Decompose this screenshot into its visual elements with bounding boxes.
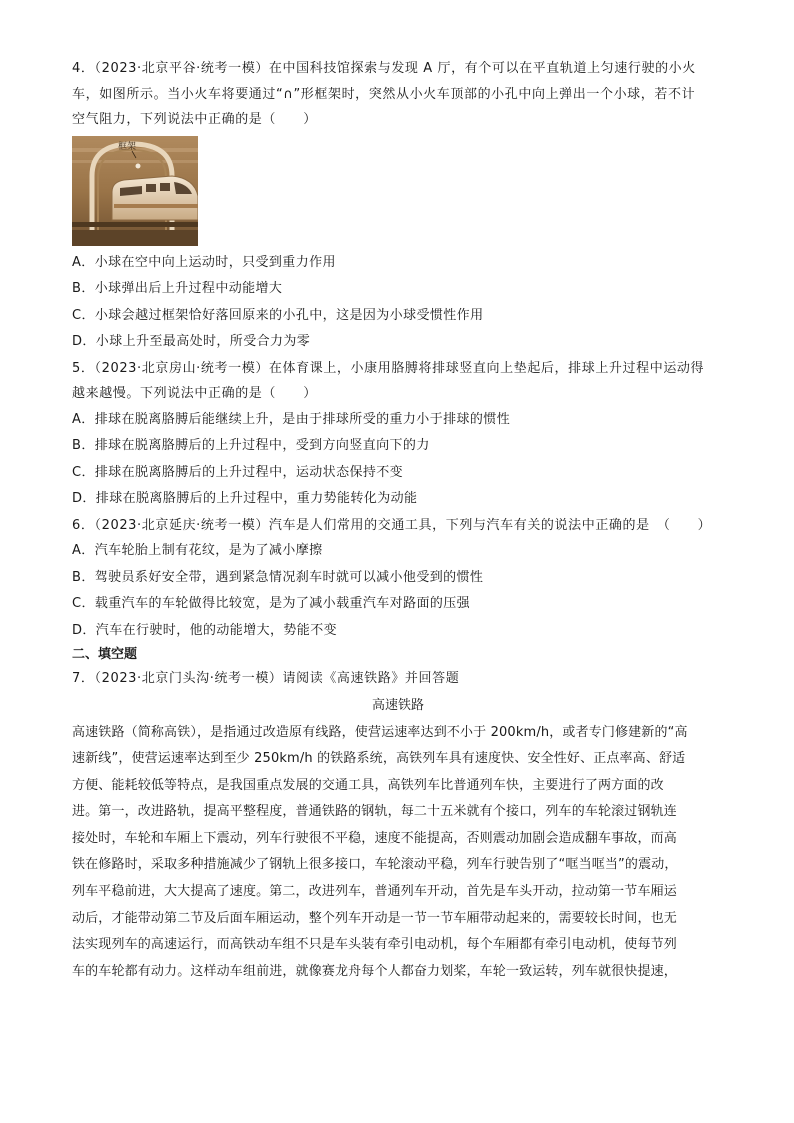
article-line-10: 车的车轮都有动力。这样动车组前进，就像赛龙舟每个人都奋力划桨，车轮一致运转，列车就很快提速， [72, 963, 677, 979]
question-4-option-b: B．小球弹出后上升过程中动能增大 [72, 281, 283, 296]
question-4-stem-line-1: 4．（2023·北京平谷·统考一模）在中国科技馆探索与发现 A 厅，有个可以在平直轨道上匀速行驶的小火 [72, 61, 696, 76]
article-line-5: 接处时，车轮和车厢上下震动，列车行驶很不平稳，速度不能提高，否则震动加剧会造成翻车事故，而高 [72, 830, 677, 846]
article-line-7: 列车平稳前进，大大提高了速度。第二，改进列车，普通列车开动，首先是车头开动，拉动第一节车厢运 [72, 884, 677, 900]
question-4-stem-line-3: 空气阻力，下列说法中正确的是（ ） [72, 112, 317, 127]
article-line-2: 速新线”，使营运速率达到至少 250km/h 的铁路系统，高铁列车具有速度快、安全性好、正点率高、舒适 [72, 751, 686, 767]
question-5 [72, 356, 724, 513]
question-6-stem-line-1: 6．（2023·北京延庆·统考一模）汽车是人们常用的交通工具，下列与汽车有关的说法中正确的是 （ ） [72, 517, 712, 533]
question-4-option-a: A．小球在空中向上运动时，只受到重力作用 [72, 254, 336, 270]
question-4-option-d: D．小球上升至最高处时，所受合力为零 [72, 334, 311, 349]
question-7 [72, 666, 724, 985]
question-5-option-c: C．排球在脱离胳膊后的上升过程中，运动状态保持不变 [72, 464, 404, 480]
article-line-6: 铁在修路时，采取多种措施减少了钢轨上很多接口，车轮滚动平稳，列车行驶告别了“哐当哐当”的震动， [72, 857, 678, 873]
article-body [72, 720, 724, 986]
train-frame-photo [72, 136, 198, 246]
question-5-option-d: D．排球在脱离胳膊后的上升过程中，重力势能转化为动能 [72, 491, 418, 506]
question-6-option-b: B．驾驶员系好安全带，遇到紧急情况刹车时就可以减小他受到的惯性 [72, 569, 484, 585]
question-5-stem-line-1: 5．（2023·北京房山·统考一模）在体育课上，小康用胳膊将排球竖直向上垫起后，排球上升过程中运动得 [72, 360, 705, 376]
section-heading-fill-in: 二、填空题 [72, 647, 138, 662]
question-7-stem-line-1: 7．（2023·北京门头沟·统考一模）请阅读《高速铁路》并回答题 [72, 671, 460, 686]
question-5-stem-line-2: 越来越慢。下列说法中正确的是（ ） [72, 386, 317, 401]
article-title: 高速铁路 [371, 697, 424, 713]
question-6 [72, 513, 724, 645]
question-4-stem-line-2: 车，如图所示。当小火车将要通过“∩”形框架时，突然从小火车顶部的小孔中向上弹出一个小球，若不计 [72, 86, 696, 102]
question-6-option-c: C．载重汽车的车轮做得比较宽，是为了减小载重汽车对路面的压强 [72, 596, 471, 611]
figure-label-frame: 框架 [118, 141, 137, 152]
question-5-option-b: B．排球在脱离胳膊后的上升过程中，受到方向竖直向下的力 [72, 438, 430, 453]
article-line-1: 高速铁路（简称高铁），是指通过改造原有线路，使营运速率达到不小于 200km/h，或者专门修建新的“高 [72, 724, 688, 740]
article-line-9: 法实现列车的高速运行，而高铁动车组不只是车头装有牵引电动机，每个车厢都有牵引电动机，使每节列 [72, 937, 677, 953]
exam-page [72, 56, 724, 985]
question-6-option-a: A．汽车轮胎上制有花纹，是为了减小摩擦 [72, 543, 323, 558]
article-line-8: 动后，才能带动第二节及后面车厢运动，整个列车开动是一节一节车厢带动起来的，需要较长时间，也无 [72, 910, 677, 926]
question-6-option-d: D．汽车在行驶时，他的动能增大，势能不变 [72, 622, 338, 638]
question-4 [72, 56, 724, 356]
article-line-4: 进。第一，改进路轨，提高平整程度，普通铁路的钢轨，每二十五米就有个接口，列车的车轮滚过钢轨连 [72, 804, 677, 820]
question-4-option-c: C．小球会越过框架恰好落回原来的小孔中，这是因为小球受惯性作用 [72, 307, 484, 323]
question-5-option-a: A．排球在脱离胳膊后能继续上升，是由于排球所受的重力小于排球的惯性 [72, 411, 511, 427]
article-line-3: 方便、能耗较低等特点，是我国重点发展的交通工具，高铁列车比普通列车快，主要进行了两方面的改 [72, 777, 664, 793]
train-frame-illustration [72, 136, 198, 246]
